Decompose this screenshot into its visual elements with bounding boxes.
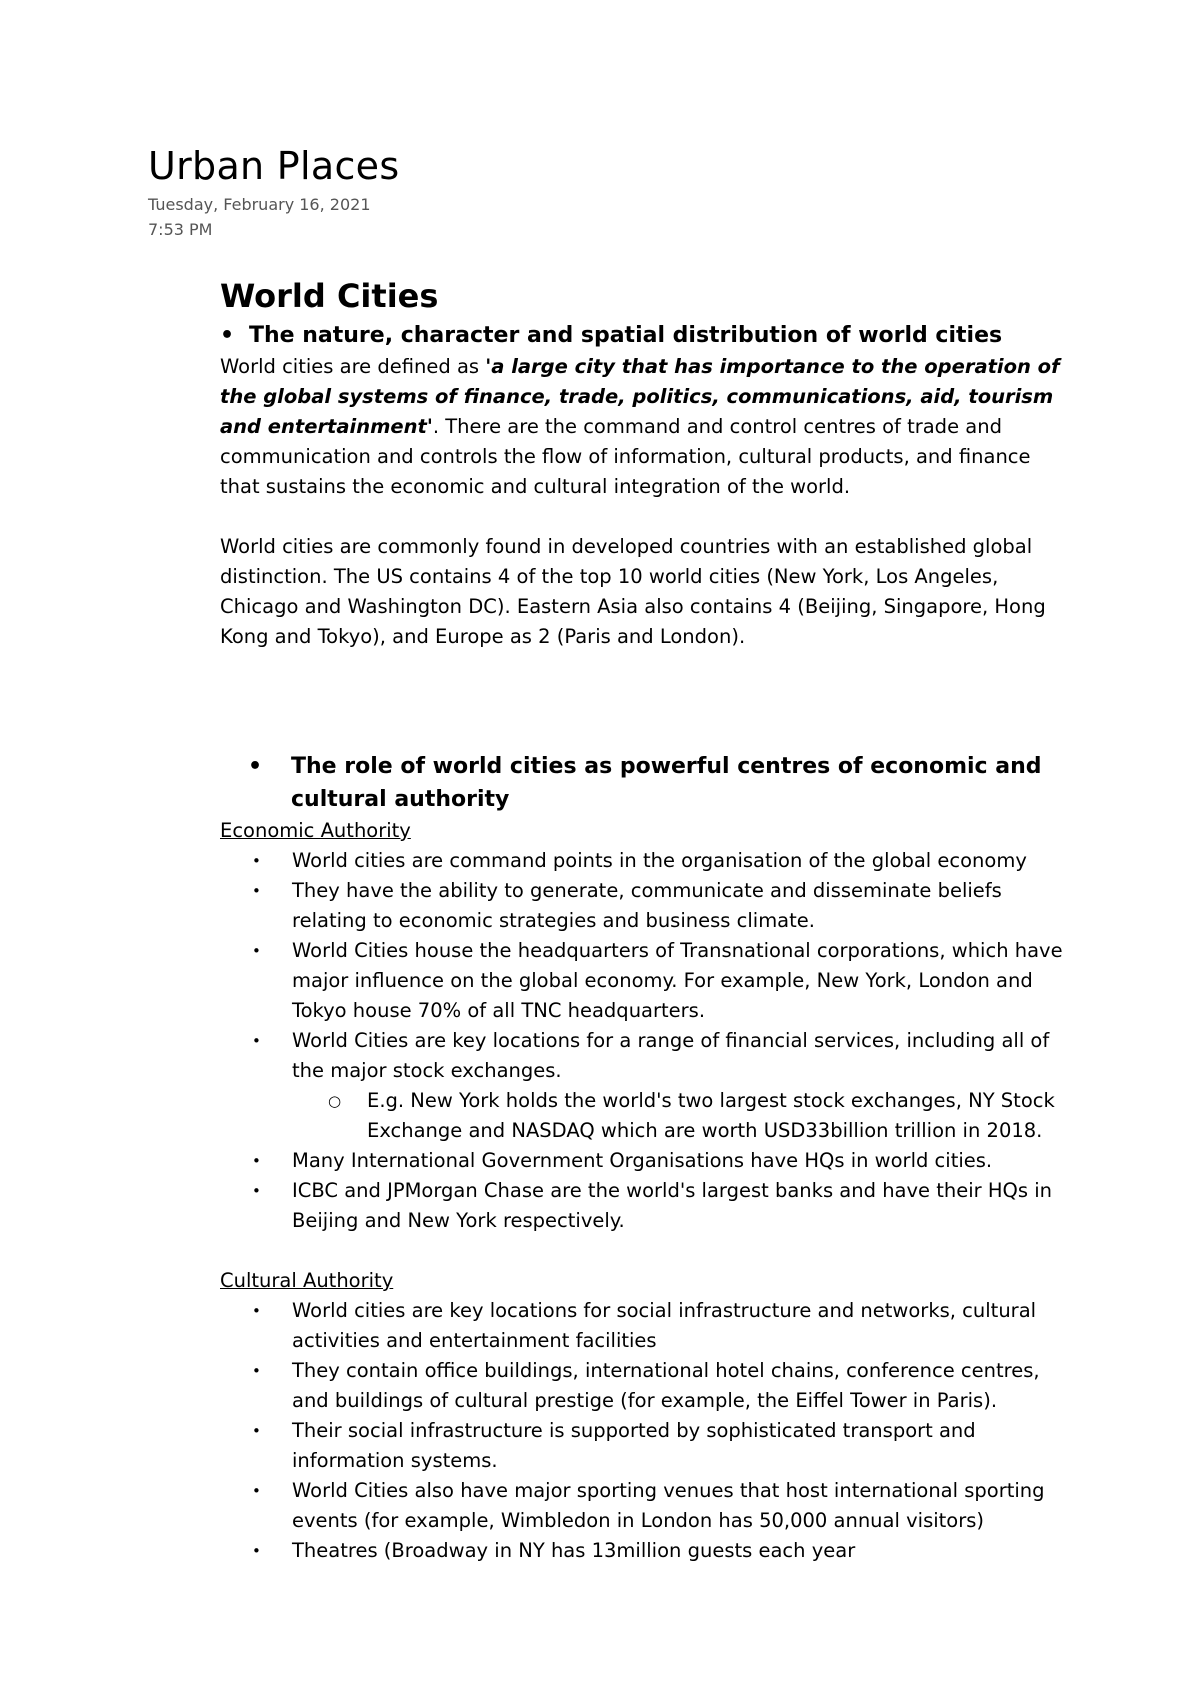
topic1-paragraph-2: World cities are commonly found in developed countries with an established global distinction. The US contains 4 of the top 10 world cities (New York, Los Angeles, Chicago and Washington DC). Eastern Asia also contains 4 (Beijing, Singapore, Hong Kong and Tokyo), and Europe as 2 (Paris and London). [220,535,1046,648]
bullet-icon: • [252,942,261,960]
para1-intro: World cities are defined as [220,355,486,378]
list-item: • They have the ability to generate, communicate and disseminate beliefs relating to economic strategies and business climate. [220,876,1070,936]
circle-bullet-icon: ○ [328,1092,342,1110]
section-heading: World Cities [220,277,439,315]
page-title: Urban Places [148,144,400,188]
bullet-icon: • [252,1482,261,1500]
bullet-icon: • [252,1032,261,1050]
list-item: • ICBC and JPMorgan Chase are the world's largest banks and have their HQs in Beijing and New York respectively. [220,1176,1070,1236]
note-content [220,275,1070,1566]
bullet-icon: • [252,1302,261,1320]
bullet-icon: • [252,1542,261,1560]
bullet-icon: • [252,1182,261,1200]
bullet-icon: • [252,1152,261,1170]
bullet-icon: • [252,1362,261,1380]
bullet-icon: • [252,1422,261,1440]
topic2-heading: The role of world cities as powerful centres of economic and cultural authority [291,754,1042,812]
list-item: • They contain office buildings, international hotel chains, conference centres, and buildings of cultural prestige (for example, the Eiffel Tower in Paris). [220,1356,1070,1416]
cultural-authority-heading: Cultural Authority [220,1269,394,1292]
page-date: Tuesday, February 16, 2021 [148,195,371,214]
topic1-heading: The nature, character and spatial distribution of world cities [249,323,1003,348]
list-item: • World cities are command points in the organisation of the global economy [220,846,1070,876]
bullet-icon: • [248,754,263,779]
list-item: • Theatres (Broadway in NY has 13million guests each year [220,1536,1070,1566]
economic-authority-heading: Economic Authority [220,819,411,842]
topic1-paragraph-1 [220,352,1070,502]
list-item: • World Cities are key locations for a range of financial services, including all of the major stock exchanges. [220,1026,1070,1086]
topic1-heading-row [220,319,1070,352]
sub-list-item: ○ E.g. New York holds the world's two largest stock exchanges, NY Stock Exchange and NASDAQ which are worth USD33billion trillion in 2018. [220,1086,1070,1146]
bullet-icon: • [220,323,235,348]
para1-rest: . There are the command and control centres of trade and communication and controls the flow of information, cultural products, and finance that sustains the economic and cultural integration of the world. [220,415,1031,498]
bullet-icon: • [252,882,261,900]
economic-authority-list [220,846,1070,1236]
page-time: 7:53 PM [148,220,213,239]
bullet-icon: • [252,852,261,870]
topic2-heading-row [220,750,1070,816]
list-item: • World Cities house the headquarters of Transnational corporations, which have major influence on the global economy. For example, New York, London and Tokyo house 70% of all TNC headquarters. [220,936,1070,1026]
list-item: • Many International Government Organisations have HQs in world cities. [220,1146,1070,1176]
list-item: • World Cities also have major sporting venues that host international sporting events (for example, Wimbledon in London has 50,000 annual visitors) [220,1476,1070,1536]
list-item: • World cities are key locations for social infrastructure and networks, cultural activities and entertainment facilities [220,1296,1070,1356]
list-item: • Their social infrastructure is supported by sophisticated transport and information systems. [220,1416,1070,1476]
definition-quote: 'a large city that has importance to the operation of the global systems of finance, trade, politics, communications, aid, tourism and entertainment' [220,355,1060,438]
cultural-authority-list [220,1296,1070,1566]
